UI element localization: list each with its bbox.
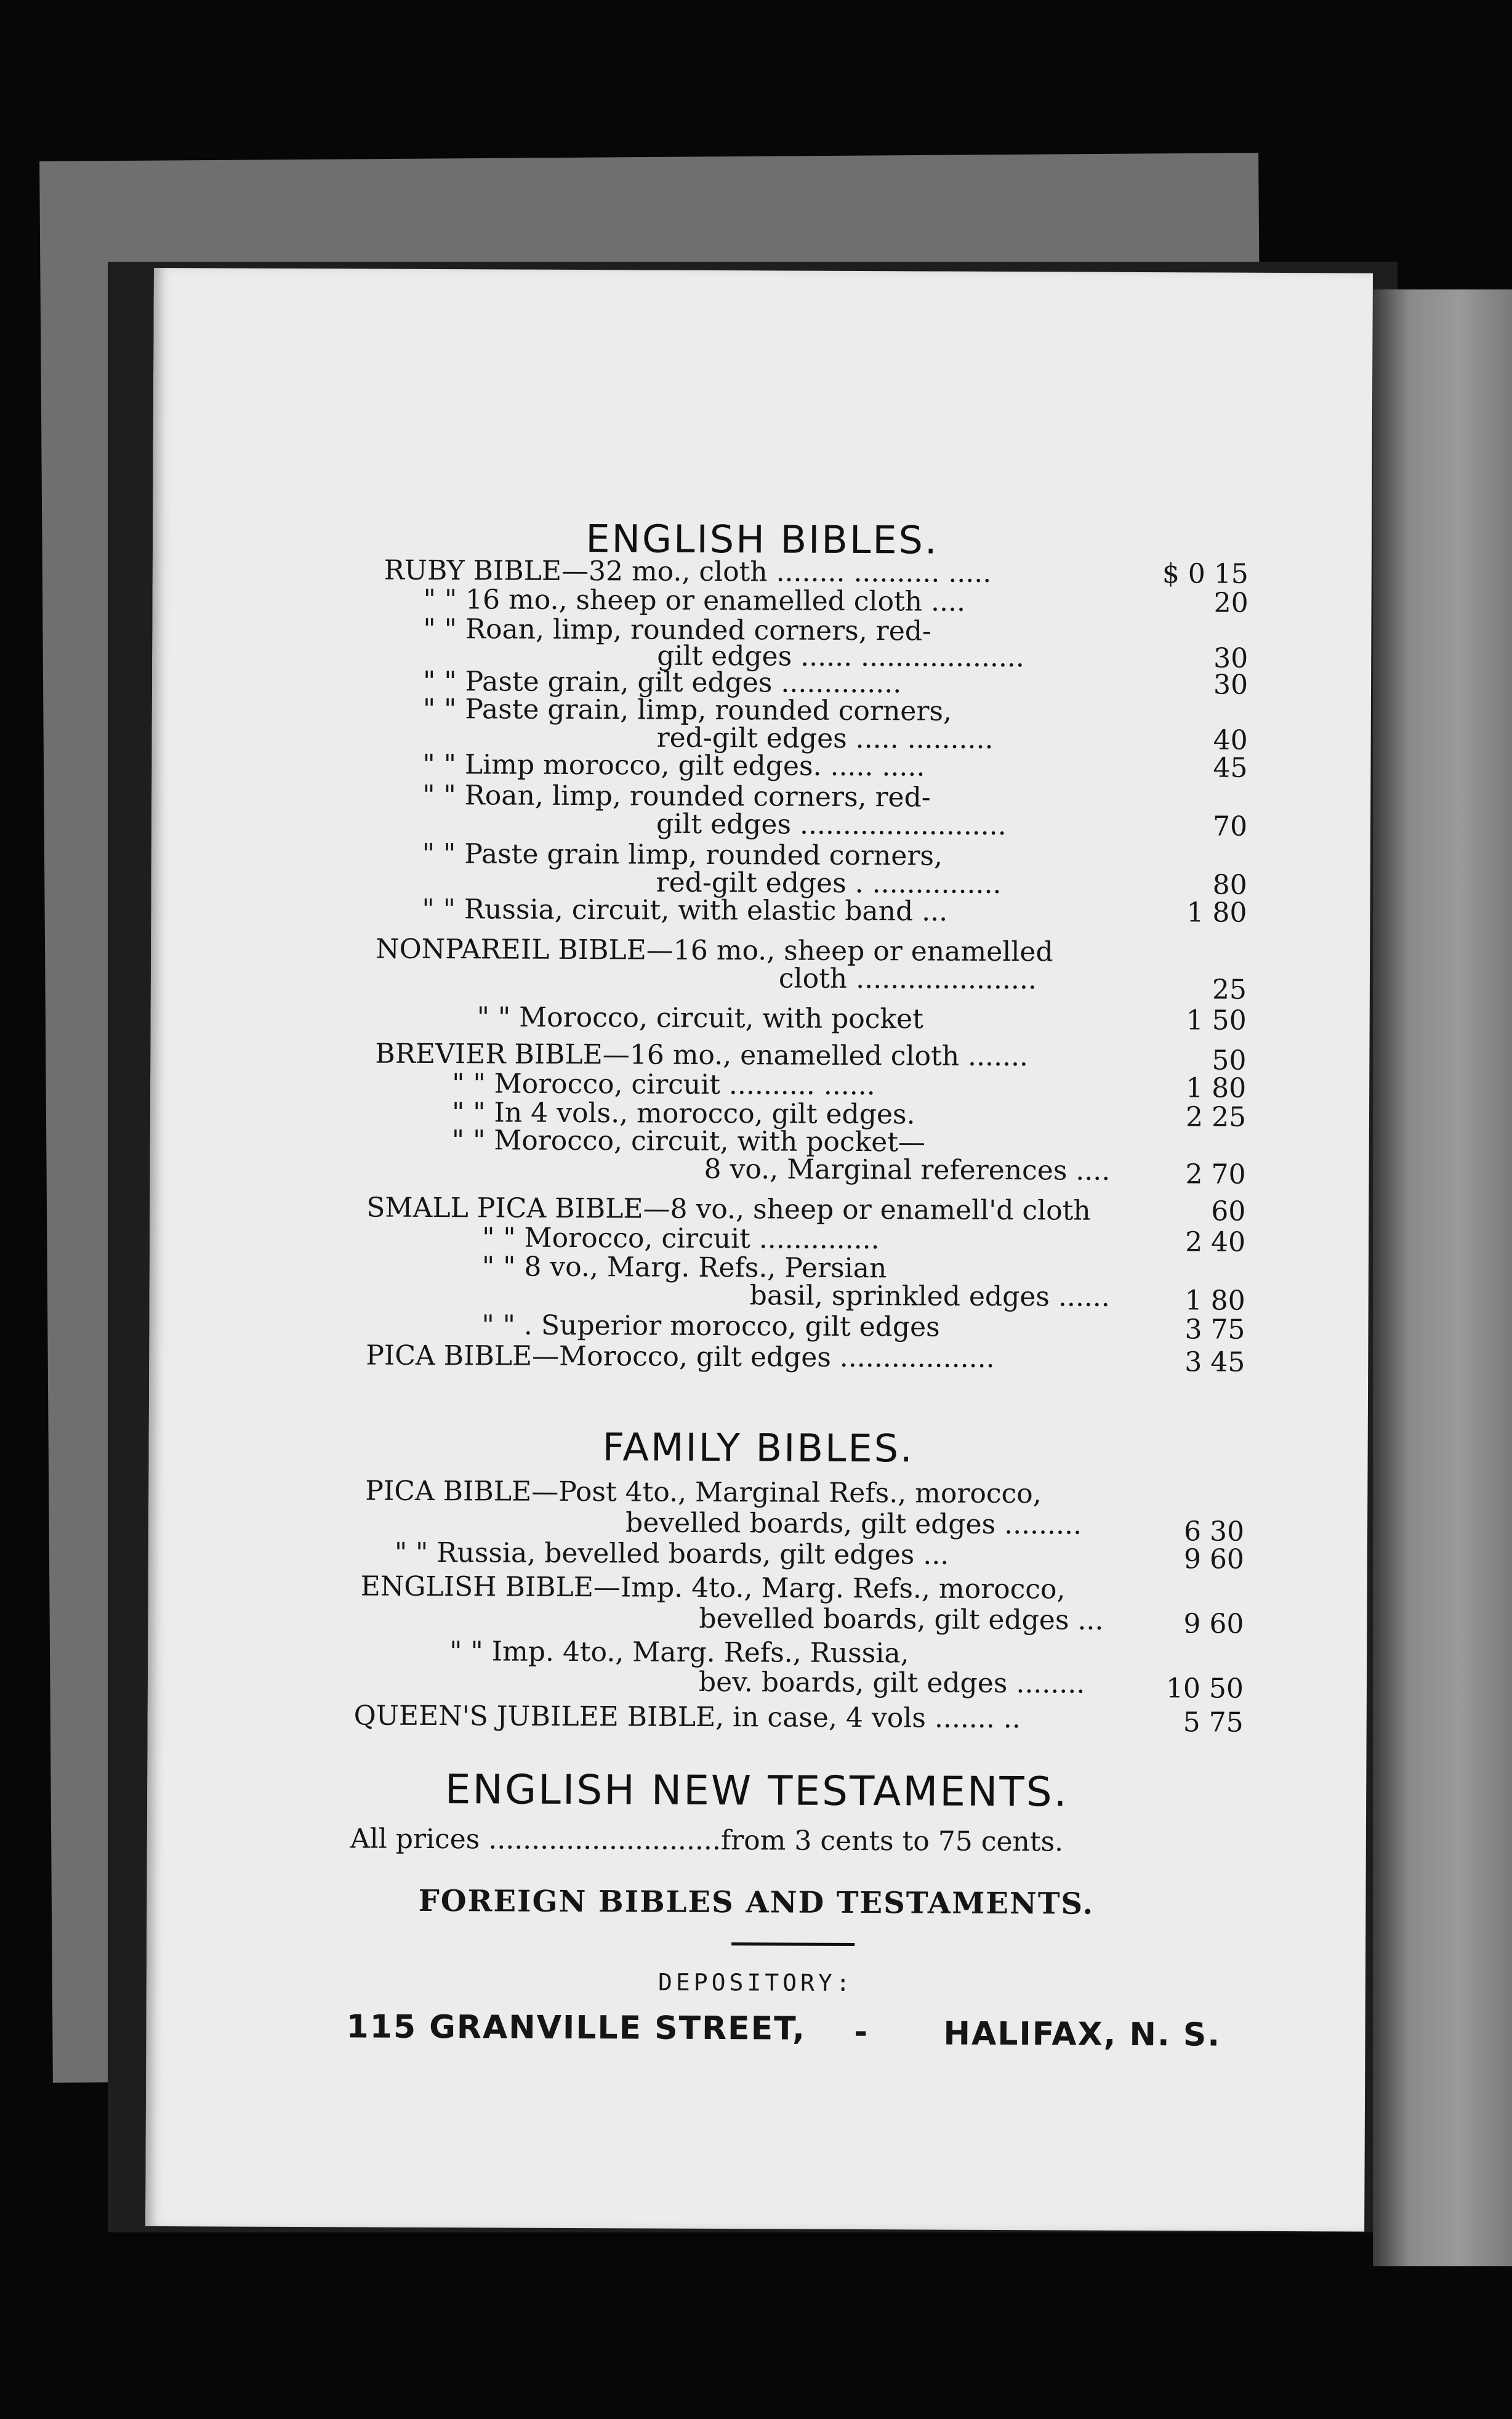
entry-line: " " In 4 vols., morocco, gilt edges.	[451, 1097, 915, 1131]
section-heading-family-bibles: FAMILY BIBLES.	[602, 1424, 914, 1471]
entry-line: " " Morocco, circuit, with pocket	[477, 1001, 923, 1035]
entry-price: 2 40	[1185, 1226, 1246, 1258]
entry-line: " " Roan, limp, rounded corners, red-	[423, 613, 931, 647]
divider-rule	[731, 1942, 855, 1946]
entry-price: 25	[1212, 974, 1247, 1006]
entry-price: 70	[1212, 810, 1248, 842]
facing-page-edge	[1373, 289, 1512, 2266]
section-heading-foreign: FOREIGN BIBLES AND TESTAMENTS.	[418, 1883, 1095, 1921]
entry-price: 6 30	[1183, 1516, 1245, 1548]
address-dash: -	[854, 2013, 869, 2051]
entry-line: " " Morocco, circuit ..............	[482, 1222, 880, 1256]
entry-line: ENGLISH BIBLE—Imp. 4to., Marg. Refs., morocco,	[360, 1570, 1066, 1605]
entry-line: " " Paste grain, limp, rounded corners,	[422, 693, 952, 727]
depository-label: DEPOSITORY:	[657, 1968, 854, 1997]
section-heading-new-testaments: ENGLISH NEW TESTAMENTS.	[444, 1766, 1069, 1816]
entry-price: 1 80	[1186, 1072, 1247, 1104]
entry-line: " " Morocco, circuit, with pocket—	[451, 1125, 926, 1158]
entry-price: 5 75	[1183, 1706, 1244, 1739]
entry-line: All prices ...........................from 3 cents to 75 cents.	[350, 1823, 1064, 1858]
entry-line: " " Imp. 4to., Marg. Refs., Russia,	[449, 1636, 909, 1670]
entry-line: BREVIER BIBLE—16 mo., enamelled cloth .......	[375, 1038, 1029, 1073]
entry-line: bevelled boards, gilt edges .........	[625, 1507, 1082, 1541]
entry-price: 40	[1213, 724, 1248, 756]
catalog-page	[145, 268, 1373, 2232]
entry-price: 80	[1212, 869, 1247, 901]
entry-price: 1 50	[1186, 1004, 1247, 1036]
entry-line: QUEEN'S JUBILEE BIBLE, in case, 4 vols ....... ..	[353, 1700, 1021, 1735]
address-city: HALIFAX, N. S.	[943, 2015, 1221, 2054]
entry-price: $ 0 15	[1162, 558, 1249, 590]
entry-line: bevelled boards, gilt edges ...	[699, 1602, 1104, 1636]
entry-price: 10 50	[1165, 1673, 1244, 1705]
entry-line: 8 vo., Marginal references ....	[704, 1153, 1111, 1187]
entry-line: " " 8 vo., Marg. Refs., Persian	[481, 1251, 887, 1285]
entry-price: 30	[1213, 642, 1249, 674]
entry-line: " " Russia, bevelled boards, gilt edges ...	[394, 1537, 949, 1571]
entry-line: cloth .....................	[778, 963, 1037, 996]
entry-line: " " Paste grain, gilt edges ..............	[422, 665, 902, 700]
entry-line: bev. boards, gilt edges ........	[698, 1666, 1085, 1700]
entry-price: 3 45	[1184, 1346, 1245, 1378]
entry-line: " " Limp morocco, gilt edges. ..... .....	[422, 748, 925, 783]
entry-line: " " . Superior morocco, gilt edges	[481, 1309, 940, 1343]
entry-price: 9 60	[1183, 1608, 1244, 1640]
entry-line: RUBY BIBLE—32 mo., cloth ........ .......... .....	[384, 554, 992, 589]
entry-price: 2 25	[1185, 1101, 1247, 1133]
entry-price: 60	[1211, 1195, 1246, 1227]
entry-line: red-gilt edges . ...............	[656, 866, 1002, 900]
entry-price: 3 75	[1184, 1314, 1245, 1346]
entry-price: 50	[1212, 1044, 1247, 1076]
entry-line: PICA BIBLE—Post 4to., Marginal Refs., morocco,	[365, 1475, 1042, 1510]
entry-price: 2 70	[1185, 1158, 1246, 1190]
entry-price: 20	[1213, 587, 1249, 619]
entry-line: gilt edges ...... ...................	[657, 640, 1024, 674]
entry-line: " " Paste grain limp, rounded corners,	[422, 838, 943, 872]
entry-line: gilt edges ........................	[656, 808, 1007, 842]
entry-price: 1 80	[1184, 1285, 1245, 1317]
entry-line: basil, sprinkled edges ......	[749, 1280, 1110, 1313]
entry-price: 1 80	[1186, 897, 1247, 929]
entry-line: " " Roan, limp, rounded corners, red-	[422, 779, 931, 814]
entry-line: PICA BIBLE—Morocco, gilt edges ..................	[366, 1339, 995, 1374]
entry-line: " " Morocco, circuit .......... ......	[452, 1068, 875, 1102]
entry-price: 9 60	[1183, 1543, 1244, 1575]
entry-price: 30	[1213, 669, 1249, 701]
entry-line: SMALL PICA BIBLE—8 vo., sheep or enamell'd cloth	[366, 1192, 1091, 1227]
entry-line: " " Russia, circuit, with elastic band ...	[422, 893, 948, 927]
entry-price: 45	[1213, 752, 1248, 784]
section-heading-english-bibles: ENGLISH BIBLES.	[585, 516, 939, 563]
entry-line: red-gilt edges ..... ..........	[656, 722, 994, 755]
entry-line: NONPAREIL BIBLE—16 mo., sheep or enamelled	[376, 933, 1053, 968]
address-street: 115 GRANVILLE STREET,	[346, 2008, 806, 2048]
entry-line: " " 16 mo., sheep or enamelled cloth ....	[423, 583, 966, 618]
